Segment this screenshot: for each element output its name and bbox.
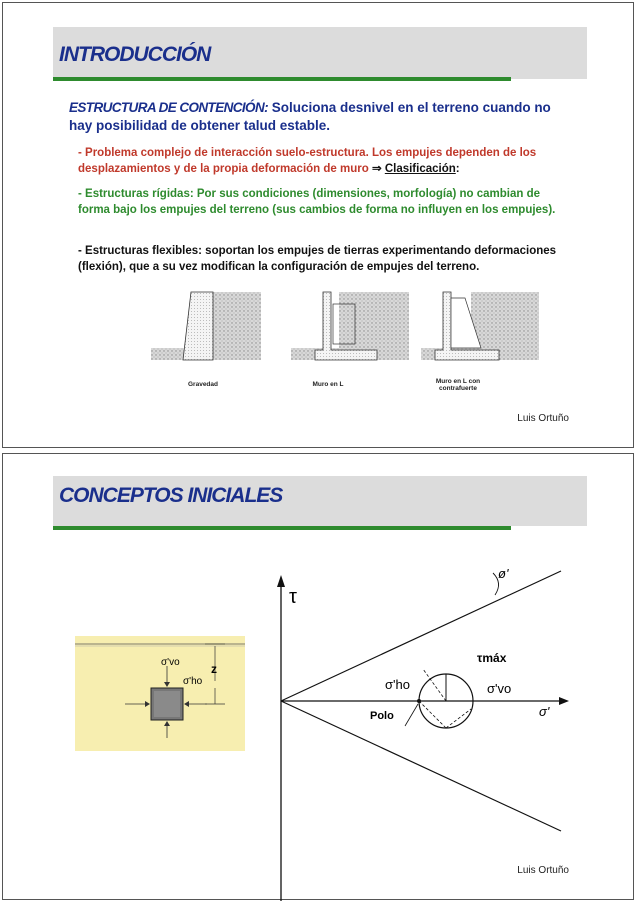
problem-paragraph [78, 146, 558, 177]
sigma-vo-label: σ'vo [487, 681, 512, 696]
intro-highlight: ESTRUCTURA DE CONTENCIÓN: [69, 100, 268, 115]
rigid-paragraph: - Estructuras rígidas: Por sus condiciones (dimensiones, morfología) no cambian de forma bajo los empujes del terreno (sus cambios de forma no influyen en los empujes). [78, 188, 556, 216]
tau-axis-label: τ [289, 586, 297, 608]
sigma-ho-label: σ'ho [385, 677, 410, 692]
slide-title: CONCEPTOS INICIALES [59, 484, 283, 507]
title-underline [53, 77, 511, 81]
tau-max-label: τmáx [477, 651, 507, 665]
problem-text: - Problema complejo de interacción suelo-estructura. Los empujes dependen de los desplazamientos y de la propia deformación de muro [78, 147, 537, 175]
author: Luis Ortuño [517, 413, 569, 424]
svo-label: σ'vo [161, 657, 180, 668]
soil-element-diagram [75, 636, 245, 751]
slide-conceptos-iniciales [2, 453, 634, 900]
intro-text: Soluciona desnivel en el terreno cuando no hay posibilidad de obtener talud estable. [69, 100, 551, 133]
mohr-circle-diagram [263, 561, 573, 901]
intro-paragraph [69, 99, 569, 135]
wall-label-muro-l: Muro en L [312, 381, 344, 388]
sigma-axis-label: σ' [539, 704, 550, 719]
l-wall [291, 292, 409, 360]
title-underline [53, 526, 511, 530]
slide-title: INTRODUCCIÓN [59, 43, 211, 66]
sho-label: σ'ho [183, 676, 203, 687]
polo-label: Polo [370, 710, 394, 722]
buttress-wall [421, 292, 539, 360]
wall-label-gravedad: Gravedad [188, 381, 218, 388]
phi-label: ø' [498, 566, 509, 581]
z-label: z [211, 662, 217, 676]
gravity-wall [151, 292, 261, 360]
wall-label-contrafuerte: Muro en L con contrafuerte [435, 378, 481, 392]
slide-introduccion [2, 2, 634, 448]
colon: : [455, 162, 460, 175]
flexible-paragraph: - Estructuras flexibles: soportan los empujes de tierras experimentando deformaciones (flexión), que a su vez modifican la configuración de empujes del terreno. [78, 245, 557, 273]
clasificacion-label: Clasificación [384, 162, 456, 175]
author: Luis Ortuño [517, 865, 569, 876]
implies-arrow: ⇒ [371, 162, 382, 175]
